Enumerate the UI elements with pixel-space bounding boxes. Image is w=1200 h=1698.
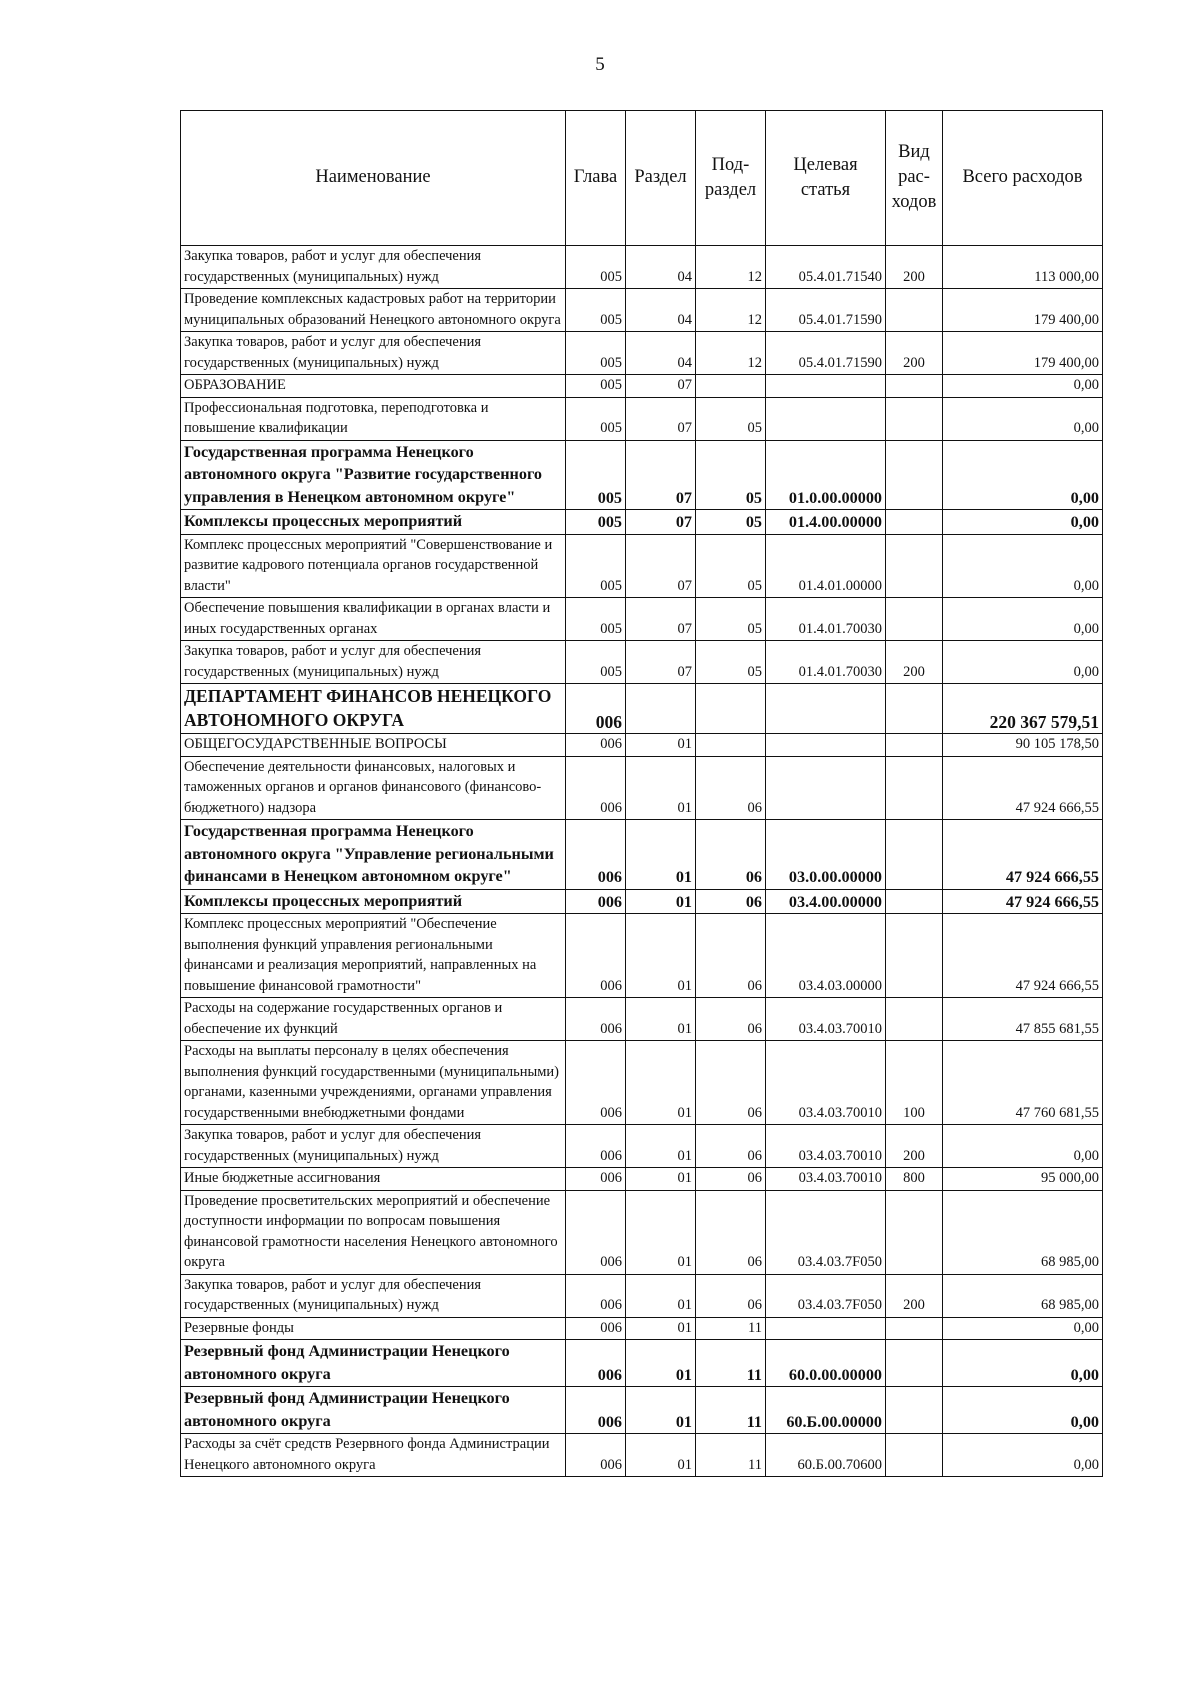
cell-razdel: 01 xyxy=(626,734,696,757)
cell-name: Закупка товаров, работ и услуг для обеспечения государственных (муниципальных) нужд xyxy=(181,1274,566,1317)
cell-vid: 800 xyxy=(886,1168,943,1191)
cell-vid xyxy=(886,889,943,914)
cell-total: 113 000,00 xyxy=(943,246,1103,289)
cell-razdel: 04 xyxy=(626,332,696,375)
cell-razdel: 07 xyxy=(626,598,696,641)
cell-total: 68 985,00 xyxy=(943,1274,1103,1317)
cell-vid xyxy=(886,998,943,1041)
table-row xyxy=(181,375,1103,398)
cell-statya: 01.4.01.70030 xyxy=(766,641,886,684)
cell-podrazdel xyxy=(696,734,766,757)
cell-glava: 005 xyxy=(566,510,626,535)
cell-podrazdel: 06 xyxy=(696,998,766,1041)
cell-total: 47 855 681,55 xyxy=(943,998,1103,1041)
cell-glava: 006 xyxy=(566,684,626,734)
cell-razdel: 07 xyxy=(626,534,696,598)
cell-podrazdel: 12 xyxy=(696,332,766,375)
cell-vid: 200 xyxy=(886,1125,943,1168)
cell-glava: 006 xyxy=(566,820,626,890)
cell-total: 47 924 666,55 xyxy=(943,820,1103,890)
table-row xyxy=(181,510,1103,535)
cell-name: Комплексы процессных мероприятий xyxy=(181,889,566,914)
table-row xyxy=(181,1125,1103,1168)
cell-name: Закупка товаров, работ и услуг для обеспечения государственных (муниципальных) нужд xyxy=(181,641,566,684)
header-name: Наименование xyxy=(181,111,566,246)
cell-total: 47 760 681,55 xyxy=(943,1041,1103,1125)
cell-name: Проведение просветительских мероприятий и обеспечение доступности информации по вопросам повышения финансовой грамотности населения Ненецкого автономного округа xyxy=(181,1190,566,1274)
cell-razdel: 01 xyxy=(626,1041,696,1125)
cell-total: 0,00 xyxy=(943,1387,1103,1434)
cell-glava: 006 xyxy=(566,756,626,820)
cell-statya: 01.4.01.00000 xyxy=(766,534,886,598)
cell-glava: 006 xyxy=(566,1387,626,1434)
cell-name: Обеспечение повышения квалификации в органах власти и иных государственных органах xyxy=(181,598,566,641)
budget-table xyxy=(180,110,1103,1477)
header-vid: Вид рас- ходов xyxy=(886,111,943,246)
cell-statya: 60.0.00.00000 xyxy=(766,1340,886,1387)
cell-statya: 03.4.03.70010 xyxy=(766,1125,886,1168)
cell-podrazdel: 06 xyxy=(696,820,766,890)
cell-total: 0,00 xyxy=(943,440,1103,510)
cell-vid xyxy=(886,598,943,641)
table-row xyxy=(181,998,1103,1041)
cell-vid xyxy=(886,440,943,510)
table-row xyxy=(181,397,1103,440)
table-row xyxy=(181,889,1103,914)
cell-statya: 03.4.03.70010 xyxy=(766,1168,886,1191)
cell-statya: 60.Б.00.70600 xyxy=(766,1434,886,1477)
cell-podrazdel: 06 xyxy=(696,1041,766,1125)
cell-razdel: 01 xyxy=(626,998,696,1041)
cell-glava: 006 xyxy=(566,889,626,914)
cell-statya: 01.4.01.70030 xyxy=(766,598,886,641)
cell-razdel: 07 xyxy=(626,397,696,440)
cell-razdel: 01 xyxy=(626,1434,696,1477)
cell-razdel: 01 xyxy=(626,1274,696,1317)
cell-podrazdel: 11 xyxy=(696,1434,766,1477)
header-statya: Целевая статья xyxy=(766,111,886,246)
cell-name: ОБЩЕГОСУДАРСТВЕННЫЕ ВОПРОСЫ xyxy=(181,734,566,757)
cell-total: 0,00 xyxy=(943,534,1103,598)
cell-podrazdel: 05 xyxy=(696,397,766,440)
cell-razdel: 01 xyxy=(626,1387,696,1434)
cell-vid xyxy=(886,510,943,535)
cell-razdel: 07 xyxy=(626,375,696,398)
cell-glava: 006 xyxy=(566,1168,626,1191)
cell-statya xyxy=(766,756,886,820)
cell-glava: 006 xyxy=(566,1340,626,1387)
cell-name: Государственная программа Ненецкого автономного округа "Развитие государственного управления в Ненецком автономном округе" xyxy=(181,440,566,510)
cell-name: ДЕПАРТАМЕНТ ФИНАНСОВ НЕНЕЦКОГО АВТОНОМНОГО ОКРУГА xyxy=(181,684,566,734)
cell-statya: 05.4.01.71540 xyxy=(766,246,886,289)
cell-vid xyxy=(886,734,943,757)
cell-name: Комплекс процессных мероприятий "Совершенствование и развитие кадрового потенциала органов государственной власти" xyxy=(181,534,566,598)
cell-vid xyxy=(886,534,943,598)
cell-statya: 05.4.01.71590 xyxy=(766,332,886,375)
header-total: Всего расходов xyxy=(943,111,1103,246)
cell-name: Резервные фонды xyxy=(181,1317,566,1340)
cell-total: 0,00 xyxy=(943,1317,1103,1340)
cell-total: 220 367 579,51 xyxy=(943,684,1103,734)
table-row xyxy=(181,641,1103,684)
cell-vid xyxy=(886,1190,943,1274)
cell-podrazdel: 05 xyxy=(696,598,766,641)
cell-glava: 006 xyxy=(566,998,626,1041)
table-row xyxy=(181,1387,1103,1434)
cell-name: Профессиональная подготовка, переподготовка и повышение квалификации xyxy=(181,397,566,440)
cell-razdel: 07 xyxy=(626,510,696,535)
cell-statya xyxy=(766,1317,886,1340)
cell-podrazdel: 06 xyxy=(696,1125,766,1168)
cell-name: Комплекс процессных мероприятий "Обеспечение выполнения функций управления региональными финансами и реализация мероприятий, направленных на повышение финансовой грамотности" xyxy=(181,914,566,998)
cell-podrazdel: 11 xyxy=(696,1340,766,1387)
cell-glava: 006 xyxy=(566,1190,626,1274)
cell-vid xyxy=(886,914,943,998)
cell-podrazdel: 11 xyxy=(696,1387,766,1434)
cell-glava: 005 xyxy=(566,440,626,510)
cell-vid xyxy=(886,756,943,820)
cell-total: 95 000,00 xyxy=(943,1168,1103,1191)
table-body xyxy=(181,246,1103,1477)
cell-total: 0,00 xyxy=(943,1434,1103,1477)
page-number: 5 xyxy=(595,54,605,75)
cell-podrazdel: 05 xyxy=(696,510,766,535)
cell-name: Расходы за счёт средств Резервного фонда Администрации Ненецкого автономного округа xyxy=(181,1434,566,1477)
cell-razdel: 01 xyxy=(626,1340,696,1387)
cell-statya: 03.4.00.00000 xyxy=(766,889,886,914)
table-row xyxy=(181,1340,1103,1387)
cell-podrazdel: 12 xyxy=(696,289,766,332)
cell-glava: 006 xyxy=(566,1125,626,1168)
table-row xyxy=(181,598,1103,641)
cell-total: 90 105 178,50 xyxy=(943,734,1103,757)
cell-statya: 03.4.03.70010 xyxy=(766,1041,886,1125)
cell-name: Расходы на выплаты персоналу в целях обеспечения выполнения функций государственными (муниципальными) органами, казенными учреждениями, органами управления государственными внебюджетными фондами xyxy=(181,1041,566,1125)
cell-statya: 03.4.03.7F050 xyxy=(766,1190,886,1274)
cell-statya xyxy=(766,375,886,398)
cell-name: Расходы на содержание государственных органов и обеспечение их функций xyxy=(181,998,566,1041)
cell-total: 0,00 xyxy=(943,510,1103,535)
cell-glava: 006 xyxy=(566,1317,626,1340)
cell-name: Резервный фонд Администрации Ненецкого автономного округа xyxy=(181,1340,566,1387)
table-row xyxy=(181,440,1103,510)
cell-statya: 03.4.03.00000 xyxy=(766,914,886,998)
cell-razdel: 01 xyxy=(626,1190,696,1274)
table-row xyxy=(181,1041,1103,1125)
cell-statya: 05.4.01.71590 xyxy=(766,289,886,332)
table-row xyxy=(181,332,1103,375)
cell-name: Комплексы процессных мероприятий xyxy=(181,510,566,535)
cell-vid xyxy=(886,1317,943,1340)
cell-total: 0,00 xyxy=(943,1340,1103,1387)
cell-total: 47 924 666,55 xyxy=(943,914,1103,998)
table-row xyxy=(181,756,1103,820)
cell-glava: 005 xyxy=(566,397,626,440)
cell-statya xyxy=(766,397,886,440)
cell-total: 0,00 xyxy=(943,1125,1103,1168)
table-row xyxy=(181,289,1103,332)
cell-podrazdel: 06 xyxy=(696,889,766,914)
cell-vid xyxy=(886,375,943,398)
table-row xyxy=(181,1317,1103,1340)
cell-statya: 03.0.00.00000 xyxy=(766,820,886,890)
cell-total: 0,00 xyxy=(943,375,1103,398)
cell-podrazdel: 06 xyxy=(696,1168,766,1191)
table-row xyxy=(181,734,1103,757)
cell-name: ОБРАЗОВАНИЕ xyxy=(181,375,566,398)
cell-glava: 006 xyxy=(566,1434,626,1477)
header-glava: Глава xyxy=(566,111,626,246)
cell-podrazdel: 06 xyxy=(696,756,766,820)
cell-razdel: 01 xyxy=(626,889,696,914)
cell-glava: 005 xyxy=(566,534,626,598)
cell-vid xyxy=(886,1340,943,1387)
cell-vid: 100 xyxy=(886,1041,943,1125)
cell-vid: 200 xyxy=(886,641,943,684)
header-razdel: Раздел xyxy=(626,111,696,246)
cell-vid xyxy=(886,1387,943,1434)
cell-vid xyxy=(886,684,943,734)
cell-glava: 005 xyxy=(566,289,626,332)
cell-total: 0,00 xyxy=(943,641,1103,684)
cell-glava: 005 xyxy=(566,375,626,398)
cell-glava: 006 xyxy=(566,1041,626,1125)
cell-total: 68 985,00 xyxy=(943,1190,1103,1274)
table-row xyxy=(181,1168,1103,1191)
table-row xyxy=(181,914,1103,998)
cell-razdel: 07 xyxy=(626,641,696,684)
header-podrazdel: Под- раздел xyxy=(696,111,766,246)
cell-statya: 03.4.03.70010 xyxy=(766,998,886,1041)
cell-statya xyxy=(766,734,886,757)
cell-razdel: 01 xyxy=(626,914,696,998)
cell-name: Проведение комплексных кадастровых работ на территории муниципальных образований Ненецкого автономного округа xyxy=(181,289,566,332)
cell-total: 179 400,00 xyxy=(943,332,1103,375)
cell-total: 0,00 xyxy=(943,598,1103,641)
cell-statya: 60.Б.00.00000 xyxy=(766,1387,886,1434)
cell-razdel xyxy=(626,684,696,734)
cell-statya: 01.0.00.00000 xyxy=(766,440,886,510)
cell-name: Государственная программа Ненецкого автономного округа "Управление региональными финансами в Ненецком автономном округе" xyxy=(181,820,566,890)
cell-total: 47 924 666,55 xyxy=(943,756,1103,820)
cell-glava: 006 xyxy=(566,914,626,998)
cell-glava: 006 xyxy=(566,734,626,757)
cell-glava: 006 xyxy=(566,1274,626,1317)
table-row xyxy=(181,1274,1103,1317)
cell-name: Закупка товаров, работ и услуг для обеспечения государственных (муниципальных) нужд xyxy=(181,246,566,289)
cell-name: Резервный фонд Администрации Ненецкого автономного округа xyxy=(181,1387,566,1434)
cell-razdel: 01 xyxy=(626,1317,696,1340)
cell-glava: 005 xyxy=(566,641,626,684)
cell-vid xyxy=(886,820,943,890)
cell-glava: 005 xyxy=(566,246,626,289)
cell-podrazdel: 05 xyxy=(696,440,766,510)
cell-name: Обеспечение деятельности финансовых, налоговых и таможенных органов и органов финансового (финансово-бюджетного) надзора xyxy=(181,756,566,820)
table-row xyxy=(181,1434,1103,1477)
cell-podrazdel: 06 xyxy=(696,914,766,998)
cell-podrazdel xyxy=(696,375,766,398)
cell-razdel: 01 xyxy=(626,1168,696,1191)
cell-podrazdel: 05 xyxy=(696,534,766,598)
table-row xyxy=(181,684,1103,734)
cell-statya xyxy=(766,684,886,734)
cell-podrazdel xyxy=(696,684,766,734)
cell-vid: 200 xyxy=(886,246,943,289)
cell-razdel: 01 xyxy=(626,820,696,890)
cell-name: Закупка товаров, работ и услуг для обеспечения государственных (муниципальных) нужд xyxy=(181,1125,566,1168)
cell-total: 47 924 666,55 xyxy=(943,889,1103,914)
table-header-row xyxy=(181,111,1103,246)
cell-statya: 03.4.03.7F050 xyxy=(766,1274,886,1317)
cell-podrazdel: 05 xyxy=(696,641,766,684)
cell-razdel: 01 xyxy=(626,756,696,820)
cell-vid xyxy=(886,289,943,332)
cell-razdel: 07 xyxy=(626,440,696,510)
cell-name: Иные бюджетные ассигнования xyxy=(181,1168,566,1191)
cell-razdel: 01 xyxy=(626,1125,696,1168)
cell-podrazdel: 12 xyxy=(696,246,766,289)
cell-razdel: 04 xyxy=(626,289,696,332)
table-row xyxy=(181,1190,1103,1274)
cell-vid: 200 xyxy=(886,1274,943,1317)
cell-glava: 005 xyxy=(566,332,626,375)
cell-vid xyxy=(886,1434,943,1477)
table-row xyxy=(181,534,1103,598)
cell-total: 0,00 xyxy=(943,397,1103,440)
table-row xyxy=(181,246,1103,289)
cell-total: 179 400,00 xyxy=(943,289,1103,332)
cell-name: Закупка товаров, работ и услуг для обеспечения государственных (муниципальных) нужд xyxy=(181,332,566,375)
table-row xyxy=(181,820,1103,890)
cell-podrazdel: 06 xyxy=(696,1190,766,1274)
cell-razdel: 04 xyxy=(626,246,696,289)
cell-vid: 200 xyxy=(886,332,943,375)
cell-podrazdel: 11 xyxy=(696,1317,766,1340)
cell-vid xyxy=(886,397,943,440)
cell-podrazdel: 06 xyxy=(696,1274,766,1317)
cell-statya: 01.4.00.00000 xyxy=(766,510,886,535)
cell-glava: 005 xyxy=(566,598,626,641)
